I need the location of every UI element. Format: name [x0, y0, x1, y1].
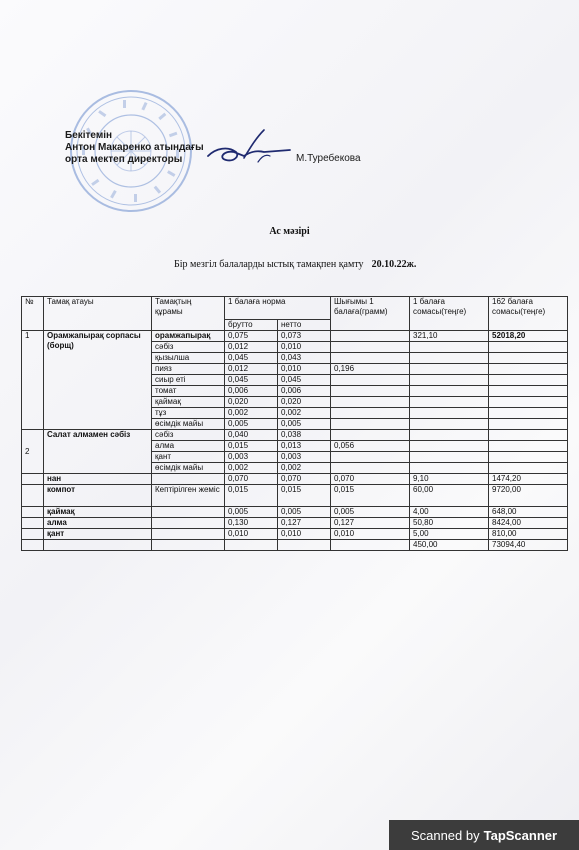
brutto-value: 0,002: [225, 408, 278, 419]
document-subtitle: [174, 259, 416, 270]
total-row: [22, 540, 568, 551]
ingredient: сиыр еті: [152, 375, 225, 386]
brutto-value: 0,006: [225, 386, 278, 397]
ingredient: орамжапырақ: [152, 331, 225, 342]
brutto-value: 0,130: [225, 518, 278, 529]
table-row: [22, 485, 568, 507]
table-header-row: [22, 297, 568, 320]
menu-table: [21, 296, 568, 551]
ingredient: өсімдік майы: [152, 419, 225, 430]
composition: [152, 474, 225, 485]
cost-one-value: 321,10: [410, 331, 489, 342]
total-cost-total: 73094,40: [489, 540, 568, 551]
ingredient: сәбіз: [152, 430, 225, 441]
watermark-brand: TapScanner: [483, 827, 558, 843]
brutto-value: 0,002: [225, 463, 278, 474]
dish-number: 1: [22, 331, 44, 430]
header-composition: Тамақтың құрамы: [152, 297, 225, 331]
ingredient: алма: [152, 441, 225, 452]
document-title: Ас мәзірі: [269, 226, 310, 237]
header-number: №: [22, 297, 44, 331]
ingredient: қаймақ: [152, 397, 225, 408]
table-row: [22, 474, 568, 485]
cost-one-value: 60,00: [410, 485, 489, 507]
netto-value: 0,002: [278, 463, 331, 474]
document-date: 20.10.22ж.: [371, 259, 417, 270]
dish-name: нан: [44, 474, 152, 485]
netto-value: 0,010: [278, 364, 331, 375]
dish-number: 2: [22, 430, 44, 474]
brutto-value: 0,005: [225, 419, 278, 430]
table-row: [22, 518, 568, 529]
dish-name: компот: [44, 485, 152, 507]
composition: [152, 507, 225, 518]
brutto-value: 0,015: [225, 441, 278, 452]
approval-block: [65, 130, 204, 166]
composition: Кептірілген жеміс: [152, 485, 225, 507]
netto-value: 0,002: [278, 408, 331, 419]
watermark-prefix: Scanned by: [410, 827, 480, 843]
netto-value: 0,013: [278, 441, 331, 452]
approval-line-2: Антон Макаренко атындағы: [65, 142, 204, 153]
netto-value: 0,010: [278, 529, 331, 540]
netto-value: 0,003: [278, 452, 331, 463]
netto-value: 0,020: [278, 397, 331, 408]
header-output: Шығымы 1 балаға(грамм): [331, 297, 410, 331]
table-row: [22, 507, 568, 518]
brutto-value: 0,010: [225, 529, 278, 540]
dish-name: Салат алмамен сәбіз: [44, 430, 152, 474]
dish-name: Орамжапырақ сорпасы (борщ): [44, 331, 152, 430]
approval-line-3: орта мектеп директоры: [65, 154, 183, 165]
approval-line-1: Бекітемін: [65, 130, 113, 141]
scanner-watermark: [389, 820, 579, 850]
header-dish: Тамақ атауы: [44, 297, 152, 331]
output-value: 0,015: [331, 485, 410, 507]
output-value: 0,127: [331, 518, 410, 529]
total-cost-one: 450,00: [410, 540, 489, 551]
netto-value: 0,073: [278, 331, 331, 342]
netto-value: 0,010: [278, 342, 331, 353]
netto-value: 0,045: [278, 375, 331, 386]
ingredient: томат: [152, 386, 225, 397]
cost-one-value: 50,80: [410, 518, 489, 529]
composition: [152, 529, 225, 540]
ingredient: қант: [152, 452, 225, 463]
brutto-value: 0,040: [225, 430, 278, 441]
brutto-value: 0,015: [225, 485, 278, 507]
netto-value: 0,070: [278, 474, 331, 485]
output-value: 0,010: [331, 529, 410, 540]
brutto-value: 0,075: [225, 331, 278, 342]
dish-name: қант: [44, 529, 152, 540]
subtitle-text: Бір мезгіл балаларды ыстық тамақпен қамту: [174, 259, 364, 270]
cost-one-value: 9,10: [410, 474, 489, 485]
dish-name: қаймақ: [44, 507, 152, 518]
director-name: М.Туребекова: [296, 153, 361, 164]
brutto-value: 0,045: [225, 375, 278, 386]
brutto-value: 0,005: [225, 507, 278, 518]
header-brutto: брутто: [225, 320, 278, 331]
brutto-value: 0,045: [225, 353, 278, 364]
cost-one-value: 5,00: [410, 529, 489, 540]
header-cost-one: 1 балаға сомасы(теңге): [410, 297, 489, 331]
netto-value: 0,038: [278, 430, 331, 441]
dish-name: алма: [44, 518, 152, 529]
director-signature-icon: [200, 122, 300, 172]
ingredient: пияз: [152, 364, 225, 375]
brutto-value: 0,012: [225, 342, 278, 353]
table-row: [22, 331, 568, 342]
netto-value: 0,005: [278, 419, 331, 430]
table-row: [22, 430, 568, 441]
cost-total-value: 9720,00: [489, 485, 568, 507]
cost-total-value: 648,00: [489, 507, 568, 518]
brutto-value: 0,003: [225, 452, 278, 463]
brutto-value: 0,070: [225, 474, 278, 485]
brutto-value: 0,012: [225, 364, 278, 375]
netto-value: 0,043: [278, 353, 331, 364]
output-value: 0,056: [331, 441, 410, 452]
netto-value: 0,005: [278, 507, 331, 518]
cost-total-value: 52018,20: [489, 331, 568, 342]
ingredient: сәбіз: [152, 342, 225, 353]
cost-total-value: 1474,20: [489, 474, 568, 485]
table-row: [22, 529, 568, 540]
cost-one-value: 4,00: [410, 507, 489, 518]
output-value: 0,005: [331, 507, 410, 518]
ingredient: өсімдік майы: [152, 463, 225, 474]
cost-total-value: 8424,00: [489, 518, 568, 529]
header-norm: 1 балаға норма: [225, 297, 331, 320]
composition: [152, 518, 225, 529]
ingredient: тұз: [152, 408, 225, 419]
netto-value: 0,006: [278, 386, 331, 397]
header-netto: нетто: [278, 320, 331, 331]
netto-value: 0,127: [278, 518, 331, 529]
cost-total-value: 810,00: [489, 529, 568, 540]
brutto-value: 0,020: [225, 397, 278, 408]
output-value: 0,196: [331, 364, 410, 375]
header-cost-total: 162 балаға сомасы(теңге): [489, 297, 568, 331]
netto-value: 0,015: [278, 485, 331, 507]
ingredient: қызылша: [152, 353, 225, 364]
output-value: 0,070: [331, 474, 410, 485]
